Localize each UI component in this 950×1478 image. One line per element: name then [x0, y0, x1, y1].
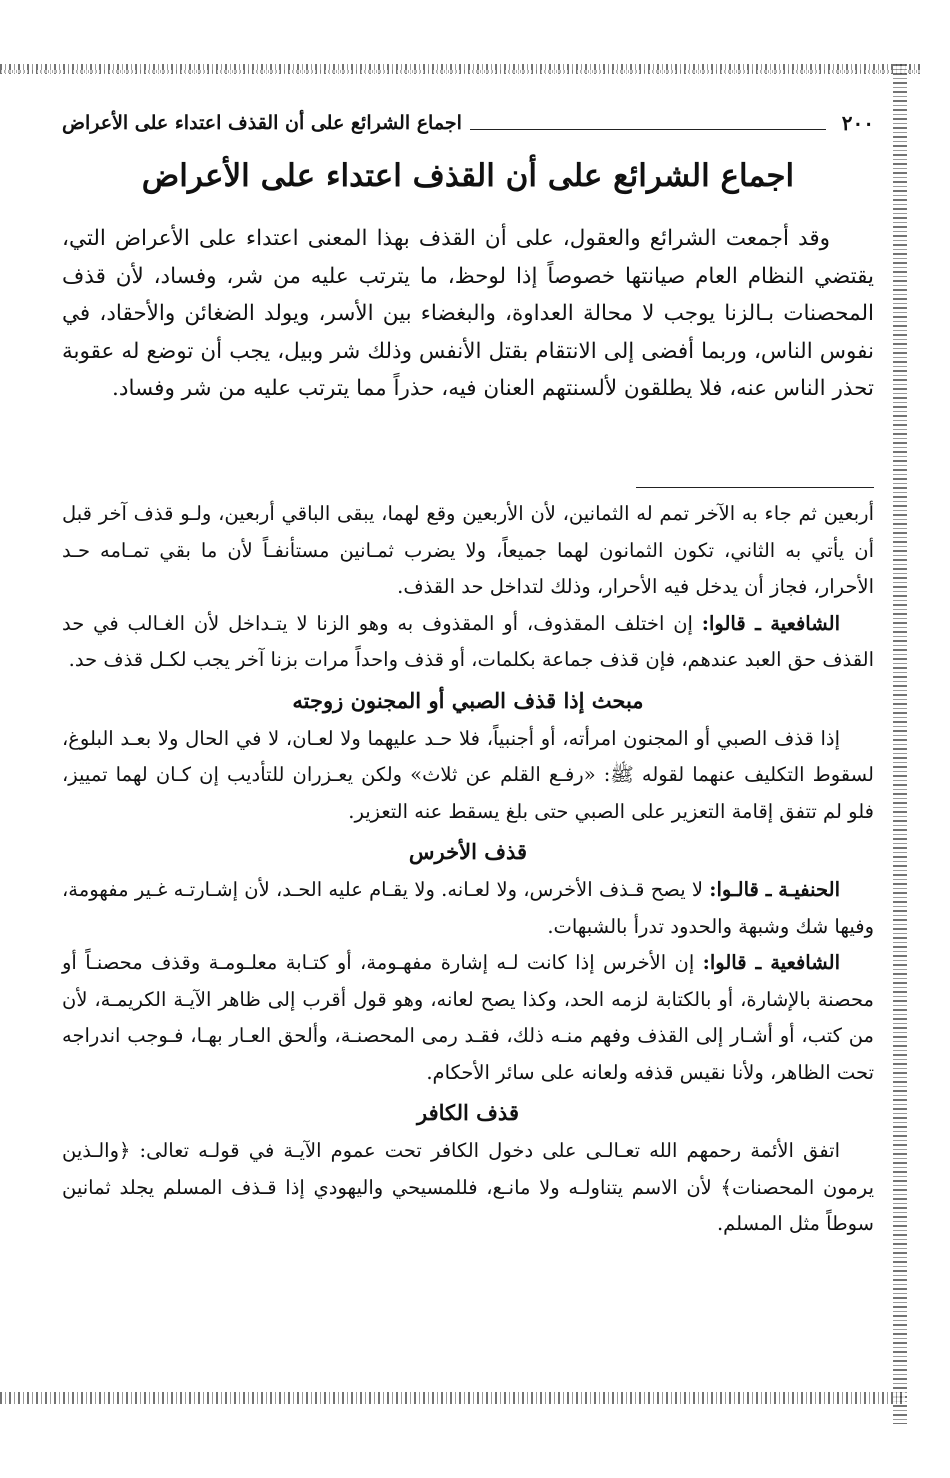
ornamental-border-bottom: [0, 1392, 905, 1404]
hanafi-lead: الحنفيـة ـ قالـوا:: [709, 878, 840, 901]
main-body: [62, 220, 874, 408]
ornamental-border-right: [893, 64, 907, 1424]
ornamental-border-top-inner: [0, 70, 920, 73]
hanafi-text: لا يصح قـذف الأخرس، ولا لعـانه. ولا يقـام عليه الحـد، لأن إشـارتـه غـير مفهومة، وفيها شك وشبهة والحدود تدرأ بالشبهات.: [62, 878, 874, 938]
running-title: اجماع الشرائع على أن القذف اعتداء على الأعراض: [62, 112, 462, 134]
heading-infidel-accusation: قذف الكافر: [417, 1100, 519, 1125]
header-rule: [470, 117, 826, 130]
heading-mute-accusation: قذف الأخرس: [408, 839, 528, 864]
main-paragraph: وقد أجمعت الشرائع والعقول، على أن القذف بهذا المعنى اعتداء على الأعراض التي، يقتضي النظام العام صيانتها خصوصاً إذا لوحظ، ما يترتب عليه من شر، وفساد، لأن قذف المحصنات بـالزنا يوجب لا محالة العداوة، والبغضاء بين الأسر، ويولد الضغائن والأحقاد، في نفوس الناس، وربما أفضى إلى الانتقام بقتل الأنفس وذلك شر وبيل، يجب أن توضع له عقوبة تحذر الناس عنه، فلا يطلقون لألسنتهم العنان فيه، حذراً مما يترتب عليه من شر وفساد.: [62, 226, 874, 401]
shafii-opinion-1: [62, 606, 874, 679]
running-header: [62, 108, 874, 138]
shafii-opinion-2: [62, 945, 874, 1091]
footnote-continuation: أربعين ثم جاء به الآخر تمم له الثمانين، لأن الأربعين وقع لهما، يبقى الباقي أربعين، ولـو قذف آخر قبل أن يأتي به الثاني، تكون الثمانون لهما جميعاً، ولا يضرب ثمـانين مستأنفـاً لأن ما بقي تمـامه حـد الأحرار، فجاز أن يدخل فيه الأحرار، وذلك لتداخل حد القذف.: [62, 502, 874, 598]
page-number: ٢٠٠: [841, 111, 874, 135]
heading-child-accusation: مبحث إذا قذف الصبي أو المجنون زوجته: [292, 687, 644, 713]
chapter-title: اجماع الشرائع على أن القذف اعتداء على الأعراض: [141, 158, 795, 194]
footnote-separator: [636, 487, 874, 488]
shafii-text-2: إن الأخرس إذا كانت لـه إشارة مفهـومة، أو كتـابة معلـومـة وقذف محصنـاً أو محصنة بالإشارة، أو بالكتابة لزمه الحد، وكذا يصح لعانه، وهو قول أقرب إلى ظاهر الآيـة الكريمـة، لأن من كتب، أو أشـار إلى القذف وفهم منـه ذلك، فقـد رمى المحصنـة، وألحق العـار بهـا، فـوجب اندراجه تحت الظاهر، ولأنا نقيس قذفه ولعانه على سائر الأحكام.: [62, 951, 874, 1084]
infidel-accusation-text: اتفق الأئمة رحمهم الله تعـالـى على دخول الكافر تحت عموم الآيـة في قولـه تعالى: ﴿والـذين يرمون المحصنات﴾ لأن الاسم يتناولـه ولا مانـع، فللمسيحي واليهودي إذا قـذف المسلم يجلد ثمانين سوطاً مثل المسلم.: [62, 1139, 874, 1235]
shafii-lead-2: الشافعية ـ قالوا:: [702, 951, 840, 974]
footnotes-section: [62, 496, 874, 1243]
child-accusation-text: إذا قذف الصبي أو المجنون امرأته، أو أجنبياً، فلا حـد عليهما ولا لعـان، لا في الحال ولا بعـد البلوغ، لسقوط التكليف عنهما لقوله ﷺ: «رفـع القلم عن ثلاث» ولكن يعـزران للتأديب إن كـان لهما تمييز، فلو لم تتفق إقامة التعزير على الصبي حتى بلغ يسقط عنه التعزير.: [62, 726, 874, 823]
shafii-lead-1: الشافعية ـ قالوا:: [701, 611, 840, 635]
shafii-text-1: إن اختلف المقذوف، أو المقذوف به وهو الزنا لا يتـداخل لأن الغـالب في حد القذف حق العبد عندهم، فإن قذف جماعة بكلمات، أو قذف واحداً مرات بزنا آخر يجب لكـل قذف حد.: [62, 611, 874, 671]
hanafi-opinion: [62, 872, 874, 945]
